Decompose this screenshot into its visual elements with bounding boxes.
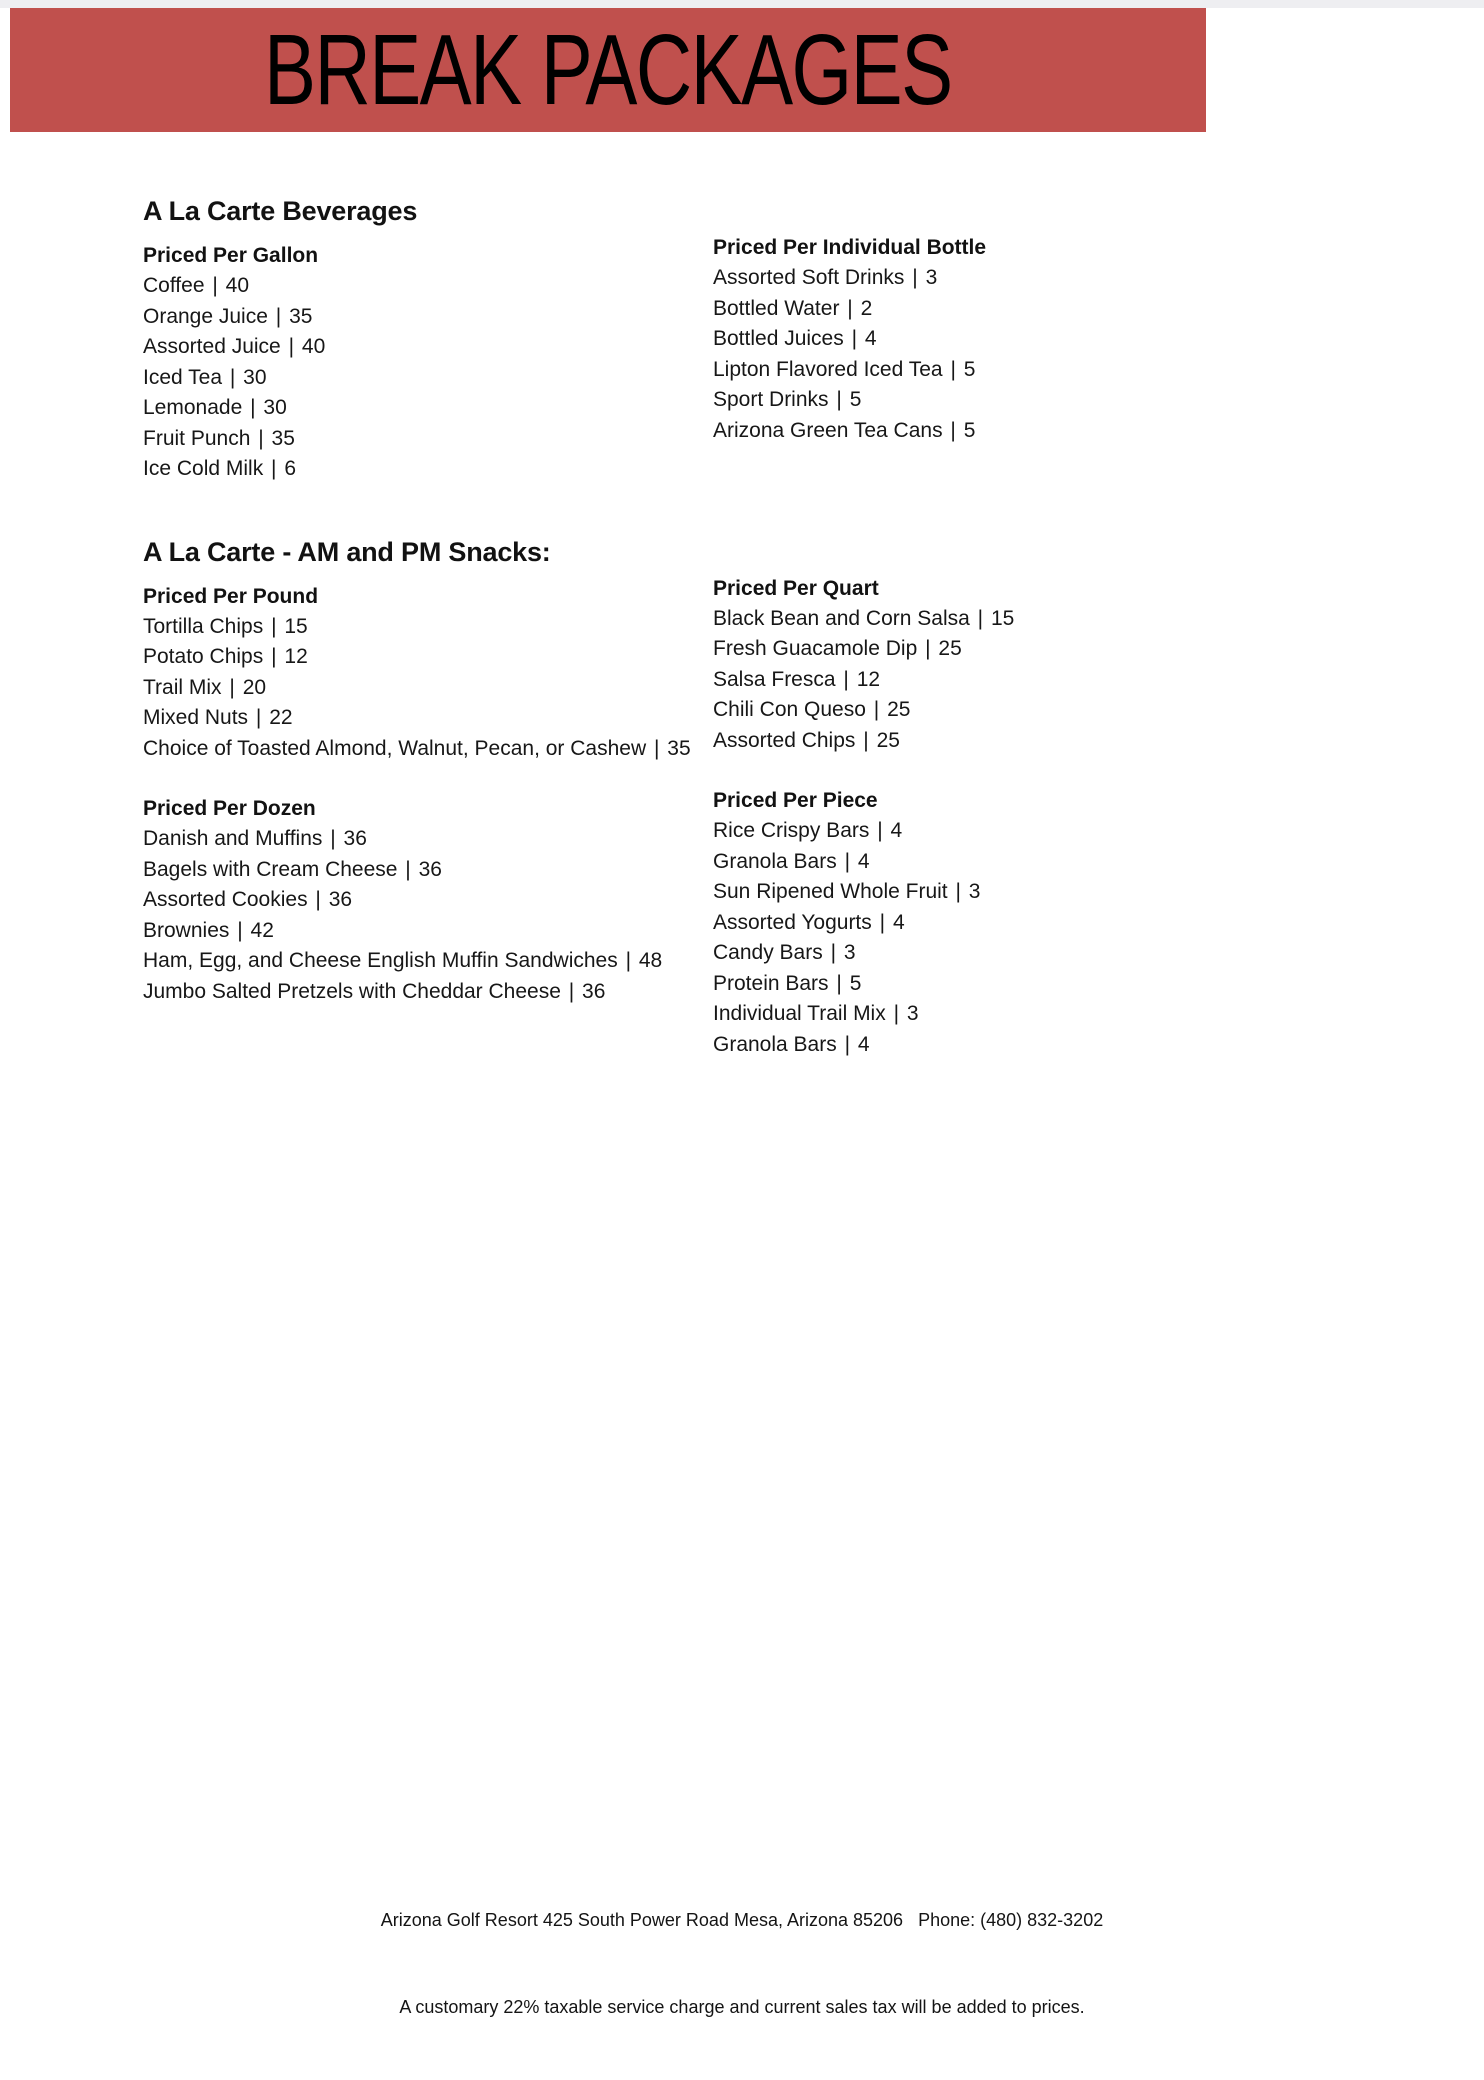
item-name: Danish and Muffins [143, 827, 323, 850]
item-separator: | [271, 457, 277, 480]
item-name: Protein Bars [713, 971, 829, 995]
item-name: Lipton Flavored Iced Tea [713, 357, 943, 381]
menu-group [143, 582, 713, 765]
menu-group [713, 786, 1014, 1060]
item-separator: | [877, 819, 883, 842]
item-separator: | [843, 667, 849, 691]
item-separator: | [275, 304, 282, 328]
item-name: Bottled Water [713, 296, 840, 320]
item-price: 35 [289, 304, 313, 328]
section-columns [143, 236, 1303, 485]
item-separator: | [237, 918, 243, 942]
menu-sections [143, 196, 1303, 1060]
item-price: 12 [856, 667, 881, 691]
item-price: 12 [284, 645, 308, 668]
section-title: A La Carte Beverages [143, 196, 418, 226]
menu-item [143, 271, 713, 302]
item-price: 25 [876, 728, 900, 752]
menu-item [713, 294, 986, 325]
item-name: Orange Juice [143, 304, 268, 328]
item-separator: | [568, 979, 575, 1003]
menu-item [143, 916, 713, 947]
menu-item [143, 612, 713, 643]
item-name: Choice of Toasted Almond, Walnut, Pecan, or Cashew [143, 736, 647, 760]
menu-item [143, 454, 713, 485]
item-name: Salsa Fresca [713, 667, 836, 691]
footer-address: Arizona Golf Resort 425 South Power Road Mesa, Arizona 85206 Phone: (480) 832-3202 [380, 1910, 1104, 1930]
item-name: Mixed Nuts [143, 706, 249, 729]
menu-item [713, 877, 1014, 908]
menu-item [713, 969, 1014, 1000]
item-price: 40 [225, 274, 250, 297]
menu-group [713, 233, 986, 446]
item-price: 36 [418, 857, 442, 881]
menu-column [143, 582, 713, 1008]
item-name: Fresh Guacamole Dip [713, 637, 918, 660]
item-separator: | [229, 365, 236, 389]
group-heading: Priced Per Quart [713, 576, 879, 600]
banner [10, 8, 1206, 132]
menu-item [143, 824, 713, 855]
menu-item [143, 642, 713, 673]
footer [0, 1848, 1484, 2080]
menu-item [143, 946, 713, 977]
item-name: Brownies [143, 918, 230, 942]
item-separator: | [847, 296, 853, 320]
item-separator: | [844, 849, 851, 873]
page-title: BREAK PACKAGES [264, 13, 952, 126]
item-separator: | [851, 327, 858, 350]
item-price: 30 [243, 365, 267, 389]
item-price: 3 [843, 941, 856, 964]
item-separator: | [653, 736, 660, 760]
item-name: Ham, Egg, and Cheese English Muffin Sandwiches [143, 949, 618, 972]
item-name: Tortilla Chips [143, 614, 264, 638]
item-separator: | [844, 1032, 851, 1056]
menu-item [713, 816, 1014, 847]
item-separator: | [863, 728, 869, 752]
item-price: 30 [263, 396, 287, 419]
item-separator: | [950, 418, 956, 442]
menu-item [143, 673, 713, 704]
item-name: Individual Trail Mix [713, 1002, 886, 1025]
item-separator: | [879, 910, 886, 934]
item-price: 5 [963, 418, 976, 442]
section-columns [143, 576, 1303, 1061]
menu-item [713, 355, 986, 386]
item-separator: | [830, 941, 837, 964]
item-name: Candy Bars [713, 941, 823, 964]
item-price: 4 [857, 849, 870, 873]
item-separator: | [288, 335, 295, 358]
item-price: 15 [284, 614, 308, 638]
item-separator: | [977, 606, 984, 630]
footer-disclaimer: A customary 22% taxable service charge and current sales tax will be added to prices. [399, 1997, 1085, 2017]
item-price: 42 [250, 918, 274, 942]
group-heading: Priced Per Gallon [143, 244, 319, 267]
item-name: Black Bean and Corn Salsa [713, 606, 970, 630]
item-name: Jumbo Salted Pretzels with Cheddar Cheese [143, 979, 561, 1003]
item-price: 35 [271, 426, 295, 450]
item-separator: | [955, 880, 961, 903]
menu-item [713, 908, 1014, 939]
menu-item [713, 847, 1014, 878]
item-price: 3 [906, 1002, 919, 1025]
item-separator: | [315, 888, 321, 911]
group-heading: Priced Per Individual Bottle [713, 236, 987, 259]
menu-item [713, 263, 986, 294]
menu-item [143, 977, 713, 1008]
item-name: Sun Ripened Whole Fruit [713, 880, 948, 903]
menu-item [713, 416, 986, 447]
item-price: 48 [638, 949, 663, 972]
item-price: 3 [968, 880, 981, 903]
item-price: 36 [582, 979, 606, 1003]
item-separator: | [250, 396, 256, 419]
item-price: 25 [887, 698, 911, 721]
item-separator: | [258, 426, 264, 450]
menu-item [713, 634, 1014, 665]
item-separator: | [229, 675, 235, 699]
menu-column [713, 233, 986, 446]
item-separator: | [836, 971, 842, 995]
item-name: Granola Bars [713, 849, 837, 873]
item-name: Assorted Chips [713, 728, 856, 752]
menu-item [143, 332, 713, 363]
menu-group [713, 574, 1014, 757]
item-price: 5 [849, 971, 862, 995]
item-name: Trail Mix [143, 675, 222, 699]
item-price: 3 [925, 266, 938, 289]
group-heading: Priced Per Dozen [143, 797, 316, 820]
menu-item [143, 703, 713, 734]
item-name: Assorted Cookies [143, 888, 308, 911]
item-price: 15 [990, 606, 1015, 630]
menu-item [143, 734, 713, 765]
item-price: 6 [284, 457, 297, 480]
item-price: 36 [328, 888, 353, 911]
item-separator: | [271, 645, 277, 668]
item-name: Assorted Soft Drinks [713, 266, 905, 289]
item-name: Rice Crispy Bars [713, 819, 870, 842]
menu-item [143, 302, 713, 333]
menu-item [713, 665, 1014, 696]
item-price: 36 [343, 827, 367, 850]
item-price: 22 [269, 706, 293, 729]
menu-group [143, 241, 713, 485]
item-separator: | [893, 1002, 900, 1025]
item-name: Bagels with Cream Cheese [143, 857, 398, 881]
item-name: Granola Bars [713, 1032, 837, 1056]
item-price: 4 [864, 327, 877, 350]
top-strip [0, 0, 1484, 8]
item-separator: | [212, 274, 218, 297]
item-price: 20 [242, 675, 267, 699]
group-heading: Priced Per Pound [143, 584, 319, 608]
menu-item [713, 999, 1014, 1030]
menu-item [713, 695, 1014, 726]
item-name: Bottled Juices [713, 327, 844, 350]
item-separator: | [255, 706, 262, 729]
item-name: Ice Cold Milk [143, 457, 264, 480]
item-separator: | [405, 857, 411, 881]
menu-item [713, 385, 986, 416]
item-name: Potato Chips [143, 645, 264, 668]
item-separator: | [836, 388, 842, 411]
item-name: Chili Con Queso [713, 698, 866, 721]
item-separator: | [925, 637, 931, 660]
item-price: 35 [667, 736, 691, 760]
menu-column [713, 574, 1014, 1061]
item-name: Iced Tea [143, 365, 223, 389]
item-price: 40 [301, 335, 326, 358]
item-separator: | [912, 266, 918, 289]
menu-item [713, 324, 986, 355]
menu-item [143, 363, 713, 394]
menu-item [713, 938, 1014, 969]
item-name: Assorted Juice [143, 335, 281, 358]
menu-item [143, 855, 713, 886]
menu-item [713, 1030, 1014, 1061]
item-price: 4 [892, 910, 905, 934]
menu-section [143, 537, 1303, 1061]
menu-item [713, 726, 1014, 757]
item-name: Arizona Green Tea Cans [713, 418, 943, 442]
item-separator: | [271, 614, 277, 638]
section-title: A La Carte - AM and PM Snacks: [143, 536, 551, 567]
item-name: Coffee [143, 274, 205, 297]
item-separator: | [625, 949, 632, 972]
menu-section [143, 196, 1303, 485]
item-price: 4 [890, 819, 903, 842]
group-heading: Priced Per Piece [713, 789, 878, 812]
item-price: 5 [849, 388, 862, 411]
menu-group [143, 794, 713, 1007]
item-price: 25 [938, 637, 962, 660]
item-price: 5 [963, 357, 976, 381]
menu-item [143, 885, 713, 916]
item-name: Sport Drinks [713, 388, 829, 411]
menu-item [143, 424, 713, 455]
menu-column [143, 241, 713, 485]
menu-item [713, 604, 1014, 635]
item-separator: | [330, 827, 336, 850]
item-price: 4 [857, 1032, 870, 1056]
item-price: 2 [860, 296, 873, 320]
item-name: Lemonade [143, 396, 243, 419]
menu-item [143, 393, 713, 424]
item-name: Fruit Punch [143, 426, 251, 450]
item-separator: | [873, 698, 880, 721]
item-name: Assorted Yogurts [713, 910, 872, 934]
item-separator: | [950, 357, 956, 381]
